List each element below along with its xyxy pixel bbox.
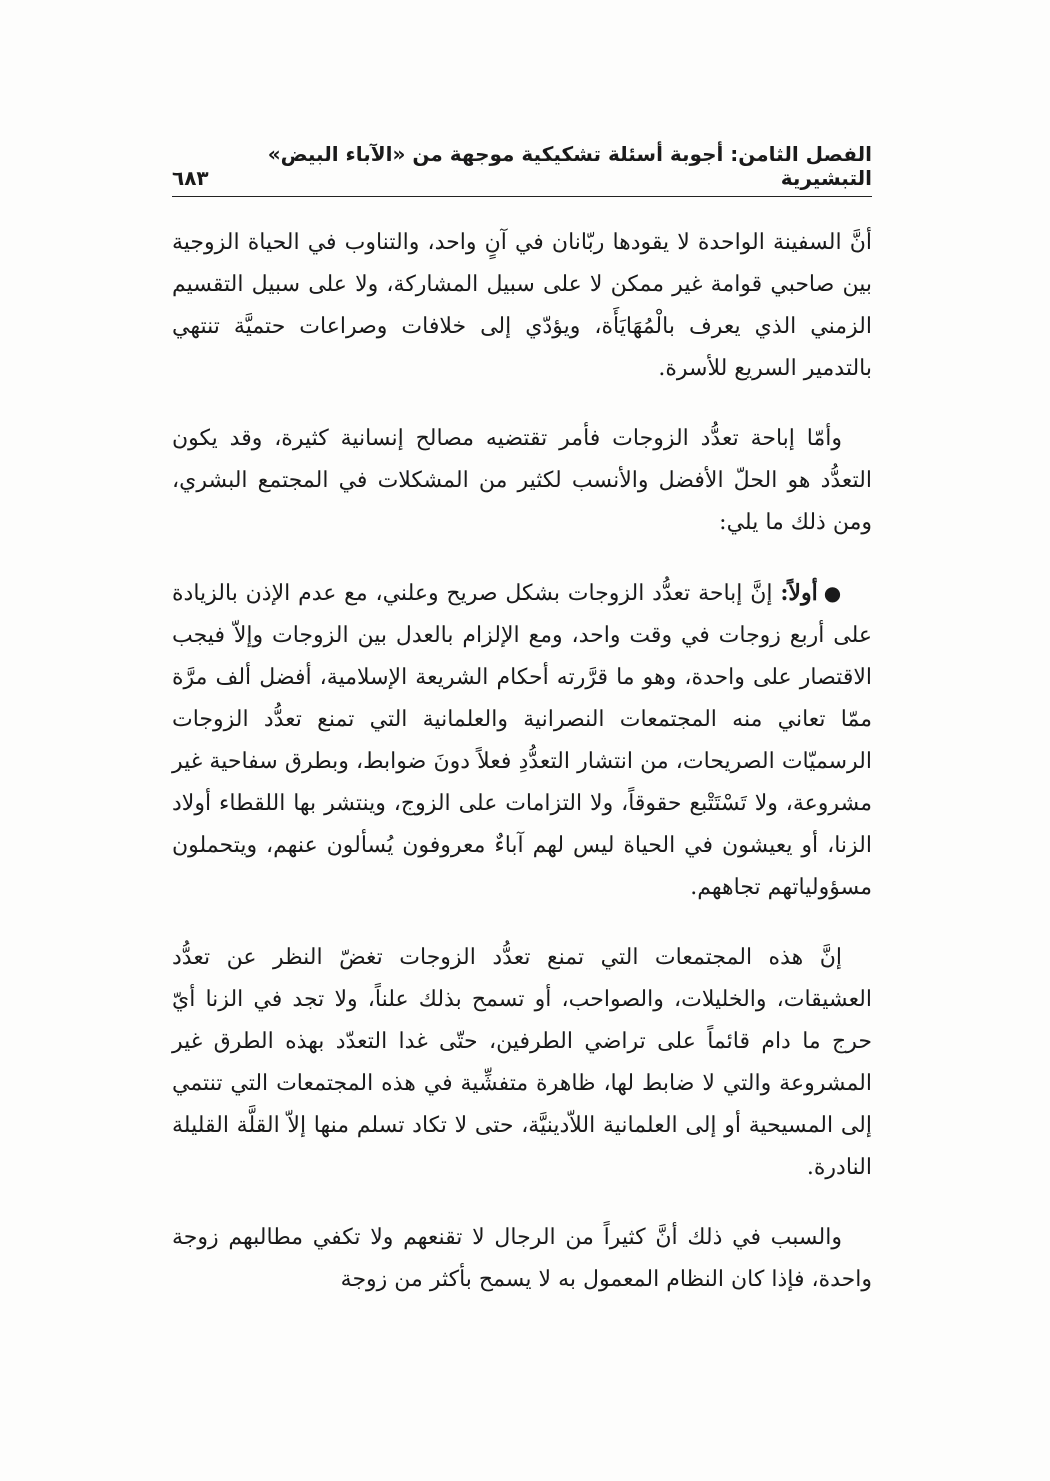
- point-lead: أولاً:: [780, 580, 818, 606]
- paragraph-1: أنَّ السفينة الواحدة لا يقودها ربّانان في آنٍ واحد، والتناوب في الحياة الزوجية بين صاحبي قوامة غير ممكن لا على سبيل المشاركة، ولا على سبيل التقسيم الزمني الذي يعرف بالْمُهَايَأَة، ويؤدّي إلى خلافات وصراعات حتميَّة تنتهي بالتدمير السريع للأسرة.: [172, 230, 872, 381]
- chapter-title: الفصل الثامن: أجوبة أسئلة تشكيكية موجهة من «الآباء البيض» التبشيرية: [267, 142, 872, 190]
- paragraph-5: والسبب في ذلك أنَّ كثيراً من الرجال لا تقنعهم ولا تكفي مطالبهم زوجة واحدة، فإذا كان النظام المعمول به لا يسمح بأكثر من زوجة: [172, 1225, 872, 1292]
- page-number: ٦٨٣: [172, 166, 209, 190]
- running-header: [172, 142, 872, 190]
- body-text: [172, 222, 872, 1329]
- paragraph-2: وأمّا إباحة تعدُّد الزوجات فأمر تقتضيه مصالح إنسانية كثيرة، وقد يكون التعدُّد هو الحلّ الأفضل والأنسب لكثير من المشكلات في المجتمع البشري، ومن ذلك ما يلي:: [172, 426, 872, 535]
- paragraph-4: إنَّ هذه المجتمعات التي تمنع تعدُّد الزوجات تغضّ النظر عن تعدُّد العشيقات، والخليلات، والصواحب، أو تسمح بذلك علناً، ولا تجد في الزنا أيّ حرج ما دام قائماً على تراضي الطرفين، حتّى غدا التعدّد بهذه الطرق غير المشروعة والتي لا ضابط لها، ظاهرة متفشِّية في هذه المجتمعات التي تنتمي إلى المسيحية أو إلى العلمانية اللاّدينيَّة، حتى لا تكاد تسلم منها إلاّ القلَّة القليلة النادرة.: [172, 945, 872, 1180]
- bullet-icon: ●: [823, 581, 842, 605]
- point-text: إنَّ إباحة تعدُّد الزوجات بشكل صريح وعلني، مع عدم الإذن بالزيادة على أربع زوجات في وقت واحد، ومع الإلزام بالعدل بين الزوجات وإلاّ فيجب الاقتصار على واحدة، وهو ما قرَّرته أحكام الشريعة الإسلامية، أفضل ألف مرَّة ممّا تعاني منه المجتمعات النصرانية والعلمانية التي تمنع تعدُّد الزوجات الرسميّات الصريحات، من انتشار التعدُّدِ فعلاً دونَ ضوابط، وبطرق سفاحية غير مشروعة، ولا تَسْتَتْبع حقوقاً، ولا التزامات على الزوج، وينتشر بها اللقطاء أولاد الزنا، أو يعيشون في الحياة ليس لهم آباءٌ معروفون يُسألون عنهم، ويتحملون مسؤولياتهم تجاههم.: [172, 581, 872, 900]
- header-divider: [172, 196, 872, 197]
- paragraph-3: [172, 572, 872, 909]
